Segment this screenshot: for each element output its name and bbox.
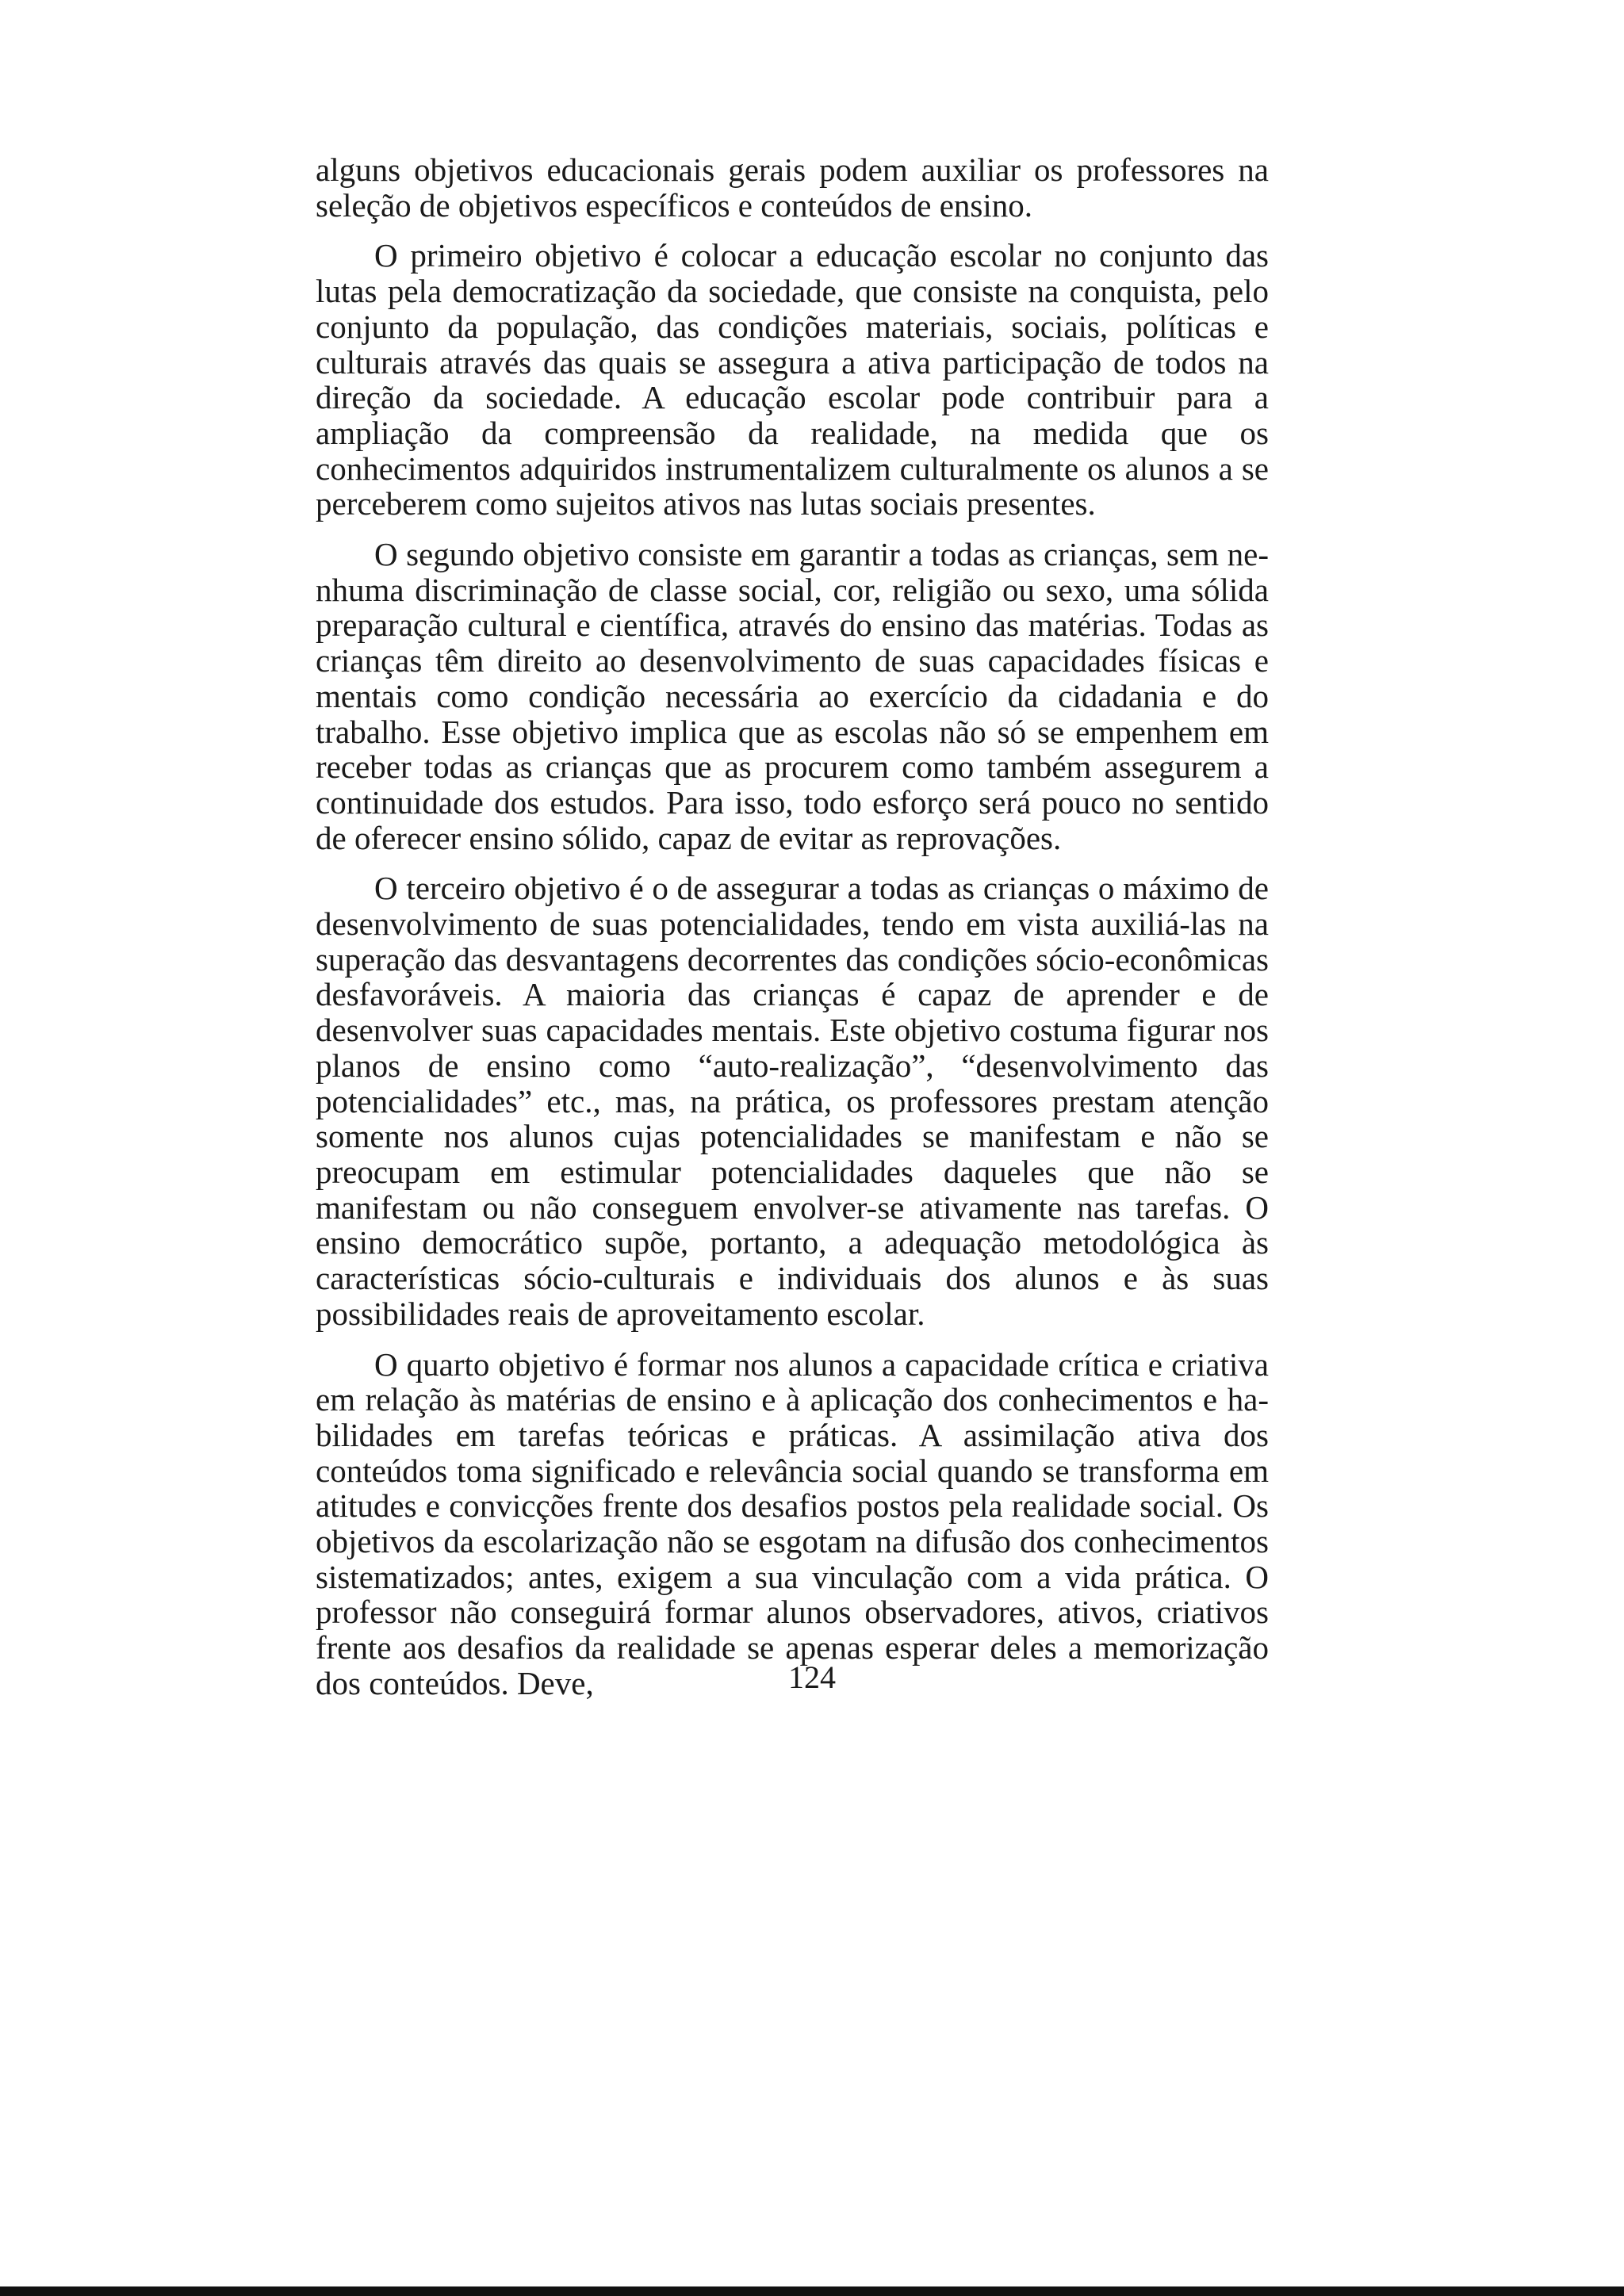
scan-bottom-edge [0,2286,1624,2296]
paragraph-fourth-objective: O quarto objetivo é formar nos alunos a capacidade crítica e criativa em relação às matérias de ensino e à aplicação dos conhecimentos e habilidades em tarefas teóricas e práticas. A assimilação ativa dos conteúdos toma significado e relevância social quando se transforma em atitudes e convicções frente dos desafios postos pela realidade social. Os objetivos da escolarização não se esgotam na difusão dos conhecimentos sistematizados; antes, exigem a sua vinculação com a vida prática. O professor não conseguirá formar alunos observadores, ativos, criativos frente aos desafios da realidade se apenas esperar deles a memorização dos conteúdos. Deve, [316,1345,1269,1701]
page-body [316,152,1269,1716]
paragraph-second-objective: O segundo objetivo consiste em garantir a todas as crianças, sem nenhuma discriminação de classe social, cor, religião ou sexo, uma sólida preparação cultural e científica, através do ensino das matérias. Todas as crianças têm direito ao desenvolvimento de suas capacidades físicas e mentais como condição necessária ao exercício da cidadania e do trabalho. Esse objetivo implica que as escolas não só se empenhem em receber todas as crianças que as procurem como também assegurem a continuidade dos estudos. Para isso, todo esforço será pouco no sentido de oferecer ensino sólido, capaz de evitar as reprovações. [316,536,1269,856]
page-number: 124 [788,1659,836,1695]
paragraph-third-objective: O terceiro objetivo é o de assegurar a todas as crianças o máximo de desenvolvimento de suas potencialidades, tendo em vista auxiliá-las na superação das desvantagens decorrentes das condições sócio-econômicas desfavoráveis. A maioria das crianças é capaz de aprender e de desenvolver suas capacidades mentais. Este objetivo costuma figurar nos planos de ensino como “auto-realização”, “desenvolvimento das potencialidades” etc., mas, na prática, os professores prestam atenção somente nos alunos cujas potencialidades se manifestam e não se preocupam em estimular potencialidades daqueles que não se manifestam ou não conseguem envolver-se ativamente nas tarefas. O ensino democrático supõe, portanto, a adequação metodológica às características sócio-culturais e individuais dos alunos e às suas possibilidades reais de aproveitamento escolar. [316,870,1269,1332]
paragraph-continuation: alguns objetivos educacionais gerais podem auxiliar os professores na seleção de objetivos específicos e conteúdos de ensino. [316,151,1269,224]
paragraph-first-objective: O primeiro objetivo é colocar a educação escolar no conjunto das lutas pela democratização da sociedade, que consiste na conquista, pelo conjunto da população, das condições materiais, sociais, políticas e culturais através das quais se assegura a ativa participação de todos na direção da sociedade. A educação escolar pode contribuir para a ampliação da compreensão da realidade, na medida que os conhecimentos adquiridos instrumentalizem culturalmente os alunos a se perceberem como sujeitos ativos nas lutas sociais presentes. [316,237,1269,522]
